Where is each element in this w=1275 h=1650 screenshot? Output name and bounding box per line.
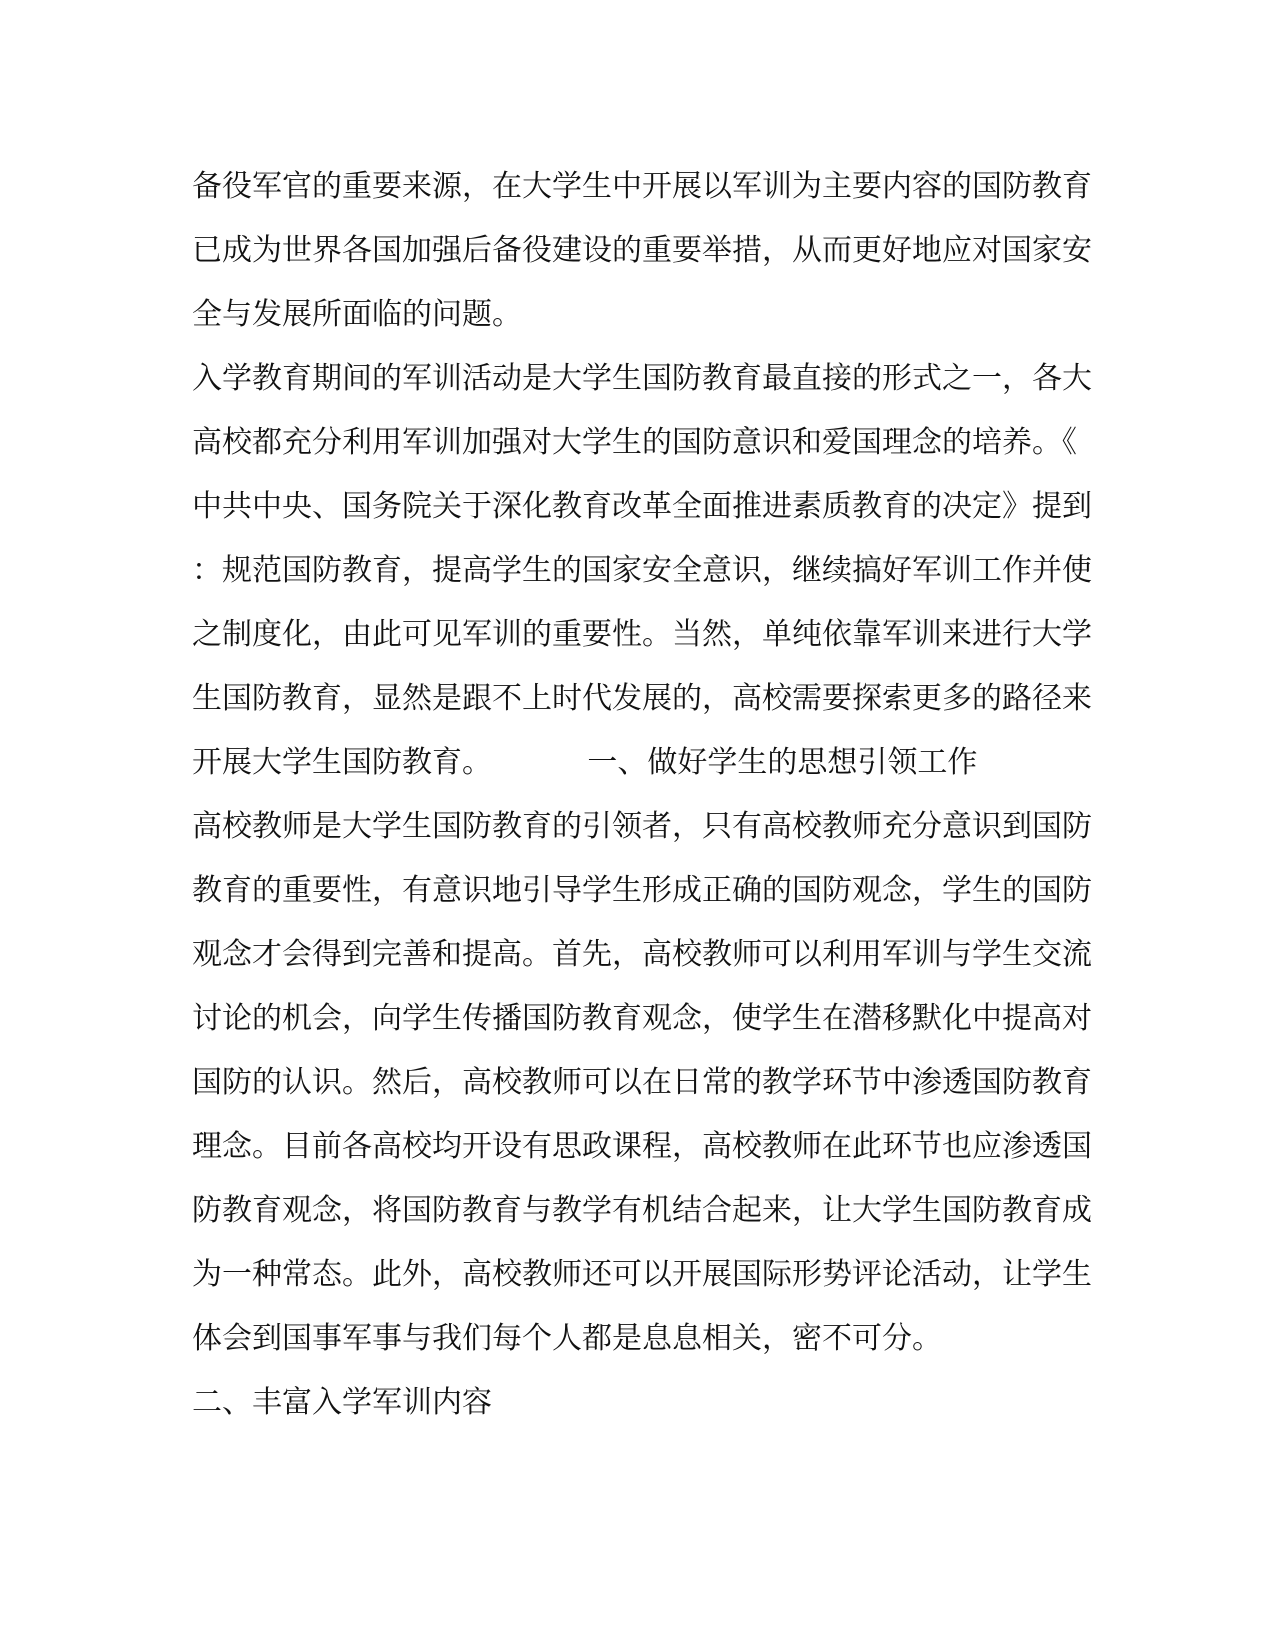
section-heading: 二、丰富入学军训内容: [192, 1385, 492, 1420]
text-line: 理念。目前各高校均开设有思政课程，高校教师在此环节也应渗透国: [192, 1129, 1092, 1164]
text-line: 为一种常态。此外，高校教师还可以开展国际形势评论活动，让学生: [192, 1257, 1092, 1292]
text-line: 已成为世界各国加强后备役建设的重要举措，从而更好地应对国家安: [192, 233, 1092, 268]
text-line: 教育的重要性，有意识地引导学生形成正确的国防观念，学生的国防: [192, 873, 1092, 908]
text-line: 讨论的机会，向学生传播国防教育观念，使学生在潜移默化中提高对: [192, 1001, 1092, 1036]
text-line: 体会到国事军事与我们每个人都是息息相关，密不可分。: [192, 1321, 942, 1356]
text-line: 防教育观念，将国防教育与教学有机结合起来，让大学生国防教育成: [192, 1193, 1092, 1228]
text-line: ：规范国防教育，提高学生的国家安全意识，继续搞好军训工作并使: [192, 553, 1092, 588]
text-line: 国防的认识。然后，高校教师可以在日常的教学环节中渗透国防教育: [192, 1065, 1092, 1100]
text-line: 备役军官的重要来源，在大学生中开展以军训为主要内容的国防教育: [192, 169, 1092, 204]
document-body: [192, 155, 1092, 1435]
text-line: 之制度化，由此可见军训的重要性。当然，单纯依靠军训来进行大学: [192, 617, 1092, 652]
text-line: 入学教育期间的军训活动是大学生国防教育最直接的形式之一，各大: [192, 361, 1092, 396]
text-line: 中共中央、国务院关于深化教育改革全面推进素质教育的决定》提到: [192, 489, 1092, 524]
text-line: 高校都充分利用军训加强对大学生的国防意识和爱国理念的培养。《: [192, 425, 1077, 460]
text-line: 全与发展所面临的问题。: [192, 297, 522, 332]
text-line: 生国防教育，显然是跟不上时代发展的，高校需要探索更多的路径来: [192, 681, 1092, 716]
text-line: 观念才会得到完善和提高。首先，高校教师可以利用军训与学生交流: [192, 937, 1092, 972]
section-heading-line: 开展大学生国防教育。 一、做好学生的思想引领工作: [192, 745, 978, 780]
text-line: 高校教师是大学生国防教育的引领者，只有高校教师充分意识到国防: [192, 809, 1092, 844]
